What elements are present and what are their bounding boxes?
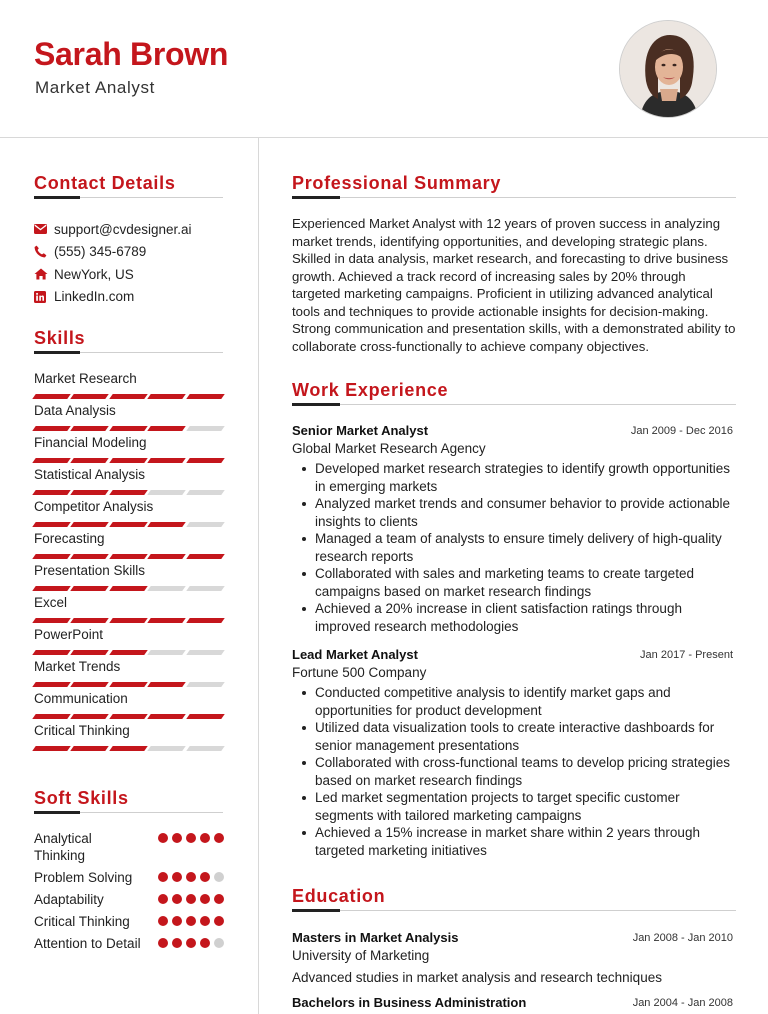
skill-level-segment: [186, 394, 225, 399]
skill-name: Presentation Skills: [34, 563, 146, 578]
profile-photo: [619, 20, 717, 118]
soft-skill-rating: [158, 938, 224, 948]
soft-skills-section-rule: [34, 812, 223, 813]
soft-skill-item: [34, 913, 224, 935]
contact-phone[interactable]: [34, 241, 192, 264]
rating-dot: [186, 872, 196, 882]
rating-dot: [186, 833, 196, 843]
contact-linkedin[interactable]: [34, 286, 192, 309]
skill-item: [34, 466, 223, 498]
job-bullet: Utilized data visualization tools to create interactive dashboards for senior management presentations: [292, 719, 736, 754]
skill-level-segment: [186, 458, 225, 463]
skill-level-bar: [34, 618, 223, 623]
rating-dot: [200, 916, 210, 926]
skill-level-segment: [71, 714, 110, 719]
education-date: Jan 2008 - Jan 2010: [632, 932, 733, 944]
job-bullet: Conducted competitive analysis to identify market gaps and opportunities for product development: [292, 684, 736, 719]
education-degree: Masters in Market Analysis: [292, 930, 459, 945]
candidate-name: Sarah Brown: [34, 36, 229, 72]
skill-level-segment: [32, 554, 71, 559]
skill-name: Communication: [34, 691, 128, 706]
skill-level-bar: [34, 650, 223, 655]
soft-skill-name: Attention to Detail: [34, 936, 141, 951]
candidate-role: Market Analyst: [35, 78, 155, 97]
education-entry: [292, 994, 736, 1012]
skill-level-segment: [186, 618, 225, 623]
skill-level-segment: [147, 522, 186, 527]
rating-dot: [214, 894, 224, 904]
rating-dot: [186, 916, 196, 926]
rating-dot: [186, 938, 196, 948]
skill-level-bar: [34, 746, 223, 751]
education-description: Advanced studies in market analysis and research techniques: [292, 970, 662, 985]
education-school: University of Marketing: [292, 948, 430, 963]
contact-email-text: support@cvdesigner.ai: [54, 221, 192, 237]
skill-name: Market Trends: [34, 659, 121, 674]
skill-level-segment: [32, 714, 71, 719]
skill-name: Excel: [34, 595, 68, 610]
skill-item: [34, 626, 223, 658]
envelope-icon: [34, 222, 54, 236]
skill-level-segment: [32, 618, 71, 623]
skills-section-title: Skills: [34, 328, 86, 348]
education-degree: Bachelors in Business Administration: [292, 995, 527, 1010]
skill-name: PowerPoint: [34, 627, 104, 642]
rating-dot: [172, 916, 182, 926]
skill-item: [34, 562, 223, 594]
skill-level-segment: [147, 490, 186, 495]
phone-icon: [34, 245, 54, 259]
rating-dot: [158, 916, 168, 926]
skill-level-segment: [186, 522, 225, 527]
skill-level-segment: [71, 586, 110, 591]
skill-item: [34, 370, 223, 402]
skill-level-segment: [71, 682, 110, 687]
summary-section-title: Professional Summary: [292, 173, 502, 193]
skill-level-bar: [34, 522, 223, 527]
skill-level-segment: [32, 458, 71, 463]
skill-level-segment: [32, 746, 71, 751]
skill-level-segment: [109, 522, 148, 527]
skill-level-segment: [147, 650, 186, 655]
job-bullets: [292, 684, 736, 859]
skill-level-segment: [32, 522, 71, 527]
skill-item: [34, 530, 223, 562]
soft-skill-item: [34, 869, 224, 891]
rating-dot: [172, 872, 182, 882]
skill-level-segment: [109, 394, 148, 399]
skill-level-segment: [109, 426, 148, 431]
rating-dot: [214, 833, 224, 843]
skill-level-bar: [34, 714, 223, 719]
education-date: Jan 2004 - Jan 2008: [632, 997, 733, 1009]
soft-skill-rating: [158, 894, 224, 904]
skill-item: [34, 402, 223, 434]
skill-level-segment: [71, 746, 110, 751]
skill-level-segment: [186, 682, 225, 687]
soft-skills-section-title: Soft Skills: [34, 788, 129, 808]
skill-item: [34, 658, 223, 690]
skill-level-segment: [109, 714, 148, 719]
rating-dot: [214, 916, 224, 926]
soft-skill-name: Critical Thinking: [34, 914, 130, 929]
education-section-title: Education: [292, 886, 386, 906]
job-bullet: Collaborated with cross-functional teams to develop pricing strategies based on market research findings: [292, 754, 736, 789]
soft-skill-rating: [158, 916, 224, 926]
job-title: Senior Market Analyst: [292, 423, 429, 438]
skill-level-bar: [34, 426, 223, 431]
skill-name: Statistical Analysis: [34, 467, 146, 482]
education-section-rule: [292, 910, 736, 911]
soft-skill-rating: [158, 872, 224, 882]
job-organization: Global Market Research Agency: [292, 441, 486, 456]
skill-level-segment: [109, 458, 148, 463]
skill-level-bar: [34, 554, 223, 559]
contact-section-title: Contact Details: [34, 173, 176, 193]
soft-skill-rating: [158, 833, 224, 843]
job-entry: [292, 646, 736, 859]
contact-phone-text: (555) 345-6789: [54, 244, 147, 260]
skill-name: Market Research: [34, 371, 137, 386]
skill-level-bar: [34, 586, 223, 591]
home-icon: [34, 267, 54, 281]
skill-level-segment: [71, 522, 110, 527]
skill-level-segment: [109, 618, 148, 623]
skill-level-segment: [109, 554, 148, 559]
soft-skill-item: [34, 891, 224, 913]
skill-level-segment: [186, 650, 225, 655]
rating-dot: [172, 894, 182, 904]
skill-item: [34, 594, 223, 626]
skill-level-segment: [109, 682, 148, 687]
job-bullet: Achieved a 20% increase in client satisfaction ratings through improved research methodologies: [292, 600, 736, 635]
rating-dot: [172, 938, 182, 948]
skill-name: Critical Thinking: [34, 723, 130, 738]
skill-level-segment: [186, 714, 225, 719]
rating-dot: [158, 833, 168, 843]
job-bullet: Managed a team of analysts to ensure timely delivery of high-quality research reports: [292, 530, 736, 565]
skill-level-segment: [71, 490, 110, 495]
rating-dot: [158, 872, 168, 882]
soft-skill-item: [34, 935, 224, 969]
skill-item: [34, 690, 223, 722]
skill-level-segment: [32, 586, 71, 591]
soft-skill-item: [34, 830, 224, 869]
job-entry: [292, 422, 736, 635]
skill-name: Forecasting: [34, 531, 105, 546]
skill-item: [34, 498, 223, 530]
job-bullets: [292, 460, 736, 635]
skill-level-segment: [147, 682, 186, 687]
contact-linkedin-text: LinkedIn.com: [54, 289, 135, 305]
rating-dot: [200, 894, 210, 904]
skill-level-segment: [32, 394, 71, 399]
skill-level-segment: [147, 458, 186, 463]
contact-section-rule: [34, 197, 223, 198]
rating-dot: [200, 833, 210, 843]
soft-skill-name: Adaptability: [34, 892, 104, 907]
skill-level-segment: [186, 554, 225, 559]
job-bullet: Achieved a 15% increase in market share within 2 years through targeted marketing initiatives: [292, 824, 736, 859]
skill-level-segment: [32, 426, 71, 431]
rating-dot: [158, 938, 168, 948]
contact-list: [34, 218, 192, 308]
skill-level-segment: [109, 746, 148, 751]
skill-level-segment: [71, 426, 110, 431]
job-bullet: Analyzed market trends and consumer behavior to provide actionable insights to clients: [292, 495, 736, 530]
skill-level-segment: [147, 394, 186, 399]
skill-level-segment: [32, 490, 71, 495]
skill-level-segment: [147, 426, 186, 431]
soft-skills-list: [34, 830, 224, 969]
rating-dot: [214, 872, 224, 882]
skill-level-segment: [109, 650, 148, 655]
skill-level-segment: [147, 554, 186, 559]
job-date: Jan 2017 - Present: [640, 649, 733, 661]
skill-level-segment: [71, 458, 110, 463]
skills-list: [34, 370, 223, 754]
rating-dot: [158, 894, 168, 904]
resume-header: [0, 0, 768, 138]
skill-level-bar: [34, 682, 223, 687]
skills-section-rule: [34, 352, 223, 353]
skill-name: Competitor Analysis: [34, 499, 154, 514]
skill-name: Financial Modeling: [34, 435, 147, 450]
experience-section-title: Work Experience: [292, 380, 449, 400]
rating-dot: [172, 833, 182, 843]
skill-level-segment: [147, 714, 186, 719]
skill-level-segment: [109, 490, 148, 495]
job-date: Jan 2009 - Dec 2016: [630, 425, 733, 437]
skill-level-segment: [109, 586, 148, 591]
job-bullet: Developed market research strategies to identify growth opportunities in emerging markets: [292, 460, 736, 495]
skill-level-segment: [147, 618, 186, 623]
rating-dot: [214, 938, 224, 948]
skill-level-segment: [186, 586, 225, 591]
column-divider: [258, 138, 259, 1014]
skill-level-bar: [34, 458, 223, 463]
summary-section-rule: [292, 197, 736, 198]
skill-level-bar: [34, 490, 223, 495]
contact-email[interactable]: [34, 218, 192, 241]
contact-location: [34, 263, 192, 286]
job-title: Lead Market Analyst: [292, 647, 418, 662]
skill-level-segment: [186, 746, 225, 751]
education-entry: [292, 929, 736, 987]
skill-level-segment: [186, 426, 225, 431]
skill-level-bar: [34, 394, 223, 399]
rating-dot: [186, 894, 196, 904]
skill-item: [34, 722, 223, 754]
skill-item: [34, 434, 223, 466]
contact-location-text: NewYork, US: [54, 266, 134, 282]
rating-dot: [200, 938, 210, 948]
skill-name: Data Analysis: [34, 403, 116, 418]
skill-level-segment: [32, 650, 71, 655]
experience-section-rule: [292, 404, 736, 405]
job-bullet: Led market segmentation projects to target specific customer segments with tailored marketing campaigns: [292, 789, 736, 824]
summary-text: Experienced Market Analyst with 12 years of proven success in analyzing market trends, identifying opportunities, and developing strategic plans. Skilled in data analysis, market research, and forecasting to drive business growth. Achieved a track record of increasing sales by 20% through targeted marketing campaigns. Proficient in utilizing advanced analytical tools and techniques to provide actionable insights for decision-making. Strong communication and presentation skills, with a demonstrated ability to collaborate cross-functionally to achieve company objectives.: [292, 216, 736, 354]
skill-level-segment: [186, 490, 225, 495]
skill-level-segment: [147, 746, 186, 751]
skill-level-segment: [71, 554, 110, 559]
linkedin-icon: [34, 290, 54, 304]
rating-dot: [200, 872, 210, 882]
soft-skill-name: Analytical Thinking: [34, 831, 92, 863]
job-organization: Fortune 500 Company: [292, 665, 427, 680]
skill-level-segment: [71, 650, 110, 655]
skill-level-segment: [147, 586, 186, 591]
job-bullet: Collaborated with sales and marketing teams to create targeted campaigns based on market research findings: [292, 565, 736, 600]
skill-level-segment: [71, 618, 110, 623]
skill-level-segment: [71, 394, 110, 399]
skill-level-segment: [32, 682, 71, 687]
soft-skill-name: Problem Solving: [34, 870, 133, 885]
